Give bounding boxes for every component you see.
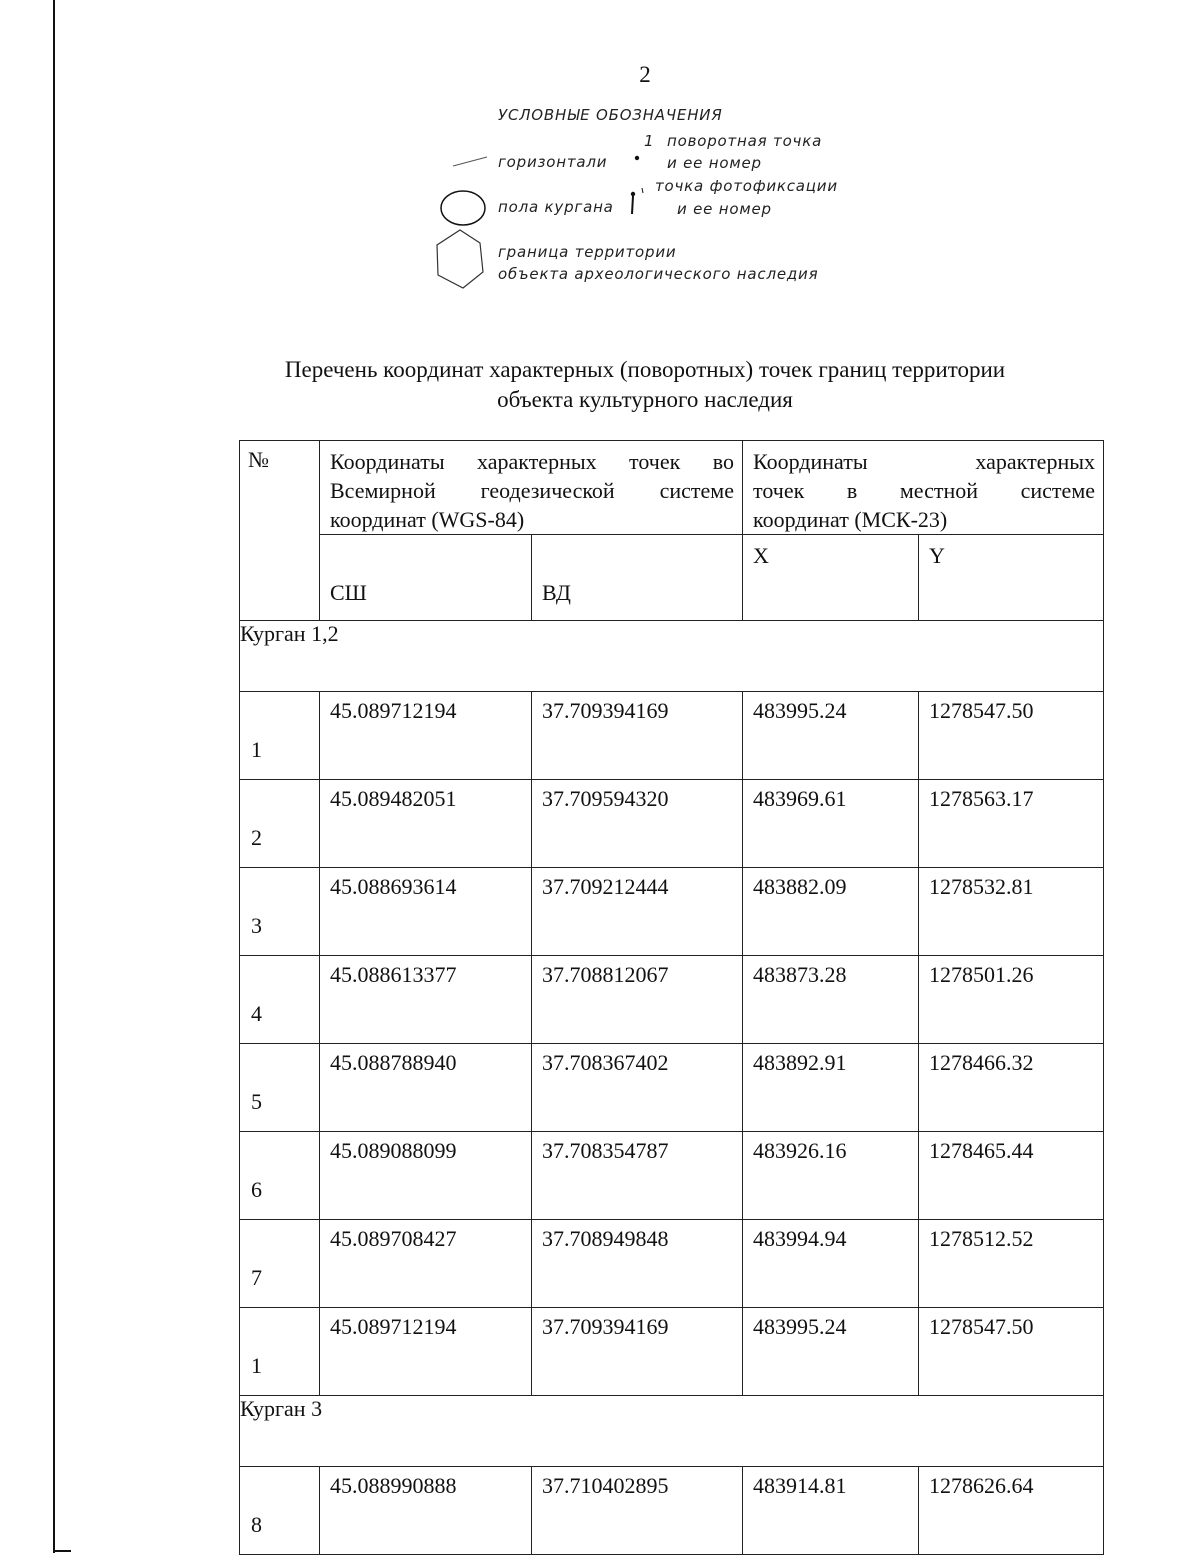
cell-latitude: 45.089482051 <box>320 780 532 868</box>
legend-photo-point-line2: и ее номер <box>677 200 772 218</box>
cell-y: 1278626.64 <box>919 1467 1104 1555</box>
header-wgs84-line2: Всемирной геодезической системе <box>330 478 734 503</box>
cell-longitude: 37.709212444 <box>532 868 743 956</box>
legend-sample-number: 1 <box>644 132 655 150</box>
cell-longitude: 37.709594320 <box>532 780 743 868</box>
cell-x: 483926.16 <box>743 1132 919 1220</box>
cell-point-number: 8 <box>240 1467 320 1555</box>
header-y: Y <box>919 535 1104 621</box>
cell-latitude: 45.088788940 <box>320 1044 532 1132</box>
cell-point-number: 5 <box>240 1044 320 1132</box>
cell-longitude: 37.708949848 <box>532 1220 743 1308</box>
cell-y: 1278501.26 <box>919 956 1104 1044</box>
table-row <box>240 1132 1104 1220</box>
cell-longitude: 37.708367402 <box>532 1044 743 1132</box>
cell-y: 1278563.17 <box>919 780 1104 868</box>
cell-y: 1278532.81 <box>919 868 1104 956</box>
cell-y: 1278465.44 <box>919 1132 1104 1220</box>
legend-boundary-line1: граница территории <box>498 243 677 261</box>
legend-boundary-line2: объекта археологического наследия <box>498 265 819 283</box>
coordinates-table <box>239 440 1104 1555</box>
cell-x: 483969.61 <box>743 780 919 868</box>
group-name: Курган 1,2 <box>240 621 1104 692</box>
cell-point-number: 1 <box>240 1308 320 1396</box>
cell-latitude: 45.088990888 <box>320 1467 532 1555</box>
document-title-line1: Перечень координат характерных (поворотных) точек границ территории <box>284 357 1006 382</box>
header-wgs84 <box>320 441 743 535</box>
table-row <box>240 956 1104 1044</box>
cell-y: 1278547.50 <box>919 692 1104 780</box>
table-row <box>240 1308 1104 1396</box>
cell-latitude: 45.088613377 <box>320 956 532 1044</box>
cell-x: 483995.24 <box>743 1308 919 1396</box>
header-msk23 <box>743 441 1104 535</box>
cell-point-number: 3 <box>240 868 320 956</box>
cell-x: 483892.91 <box>743 1044 919 1132</box>
cell-latitude: 45.088693614 <box>320 868 532 956</box>
cell-point-number: 1 <box>240 692 320 780</box>
table-row <box>240 780 1104 868</box>
cell-y: 1278466.32 <box>919 1044 1104 1132</box>
cell-point-number: 7 <box>240 1220 320 1308</box>
page-edge-foot-mark <box>53 1550 71 1552</box>
boundary-polygon-icon <box>437 230 483 288</box>
table-row <box>240 1467 1104 1555</box>
turning-point-icon <box>635 156 639 160</box>
legend-mound-label: пола кургана <box>498 198 614 216</box>
cell-x: 483994.94 <box>743 1220 919 1308</box>
cell-point-number: 2 <box>240 780 320 868</box>
contour-line-icon <box>453 157 487 166</box>
cell-y: 1278547.50 <box>919 1308 1104 1396</box>
cell-x: 483995.24 <box>743 692 919 780</box>
header-number: № <box>240 441 320 621</box>
table-row <box>240 1220 1104 1308</box>
cell-longitude: 37.710402895 <box>532 1467 743 1555</box>
header-x: X <box>743 535 919 621</box>
cell-x: 483873.28 <box>743 956 919 1044</box>
cell-x: 483882.09 <box>743 868 919 956</box>
document-title-line2: объекта культурного наследия <box>497 387 793 412</box>
cell-point-number: 4 <box>240 956 320 1044</box>
header-wgs84-line3: координат (WGS-84) <box>330 507 525 532</box>
cell-longitude: 37.709394169 <box>532 692 743 780</box>
table-group-row <box>240 1396 1104 1467</box>
header-wgs84-line1: Координаты характерных точек во <box>330 449 734 474</box>
table-row <box>240 868 1104 956</box>
legend-contour-label: горизонтали <box>498 153 608 171</box>
cell-longitude: 37.708812067 <box>532 956 743 1044</box>
table-header-row <box>240 441 1104 535</box>
cell-x: 483914.81 <box>743 1467 919 1555</box>
legend-photo-point-line1: точка фотофиксации <box>655 177 838 195</box>
photo-point-icon <box>631 188 643 214</box>
group-name: Курган 3 <box>240 1396 1104 1467</box>
mound-ellipse-icon <box>441 191 485 225</box>
table-group-row <box>240 621 1104 692</box>
table-subheader-row <box>240 535 1104 621</box>
legend-title: УСЛОВНЫЕ ОБОЗНАЧЕНИЯ <box>498 106 723 124</box>
table-row <box>240 692 1104 780</box>
legend-turning-point-line2: и ее номер <box>667 154 762 172</box>
cell-latitude: 45.089708427 <box>320 1220 532 1308</box>
page-number: 2 <box>639 62 651 87</box>
header-msk23-line2: точек в местной системе <box>753 478 1096 503</box>
cell-longitude: 37.708354787 <box>532 1132 743 1220</box>
header-longitude: ВД <box>532 535 743 621</box>
cell-y: 1278512.52 <box>919 1220 1104 1308</box>
cell-latitude: 45.089712194 <box>320 1308 532 1396</box>
cell-latitude: 45.089712194 <box>320 692 532 780</box>
legend-turning-point-line1: поворотная точка <box>667 132 823 150</box>
cell-point-number: 6 <box>240 1132 320 1220</box>
cell-longitude: 37.709394169 <box>532 1308 743 1396</box>
header-msk23-line3: координат (МСК-23) <box>753 507 948 532</box>
cell-latitude: 45.089088099 <box>320 1132 532 1220</box>
header-latitude: СШ <box>320 535 532 621</box>
header-msk23-line1: Координаты характерных <box>753 449 1096 474</box>
table-row <box>240 1044 1104 1132</box>
